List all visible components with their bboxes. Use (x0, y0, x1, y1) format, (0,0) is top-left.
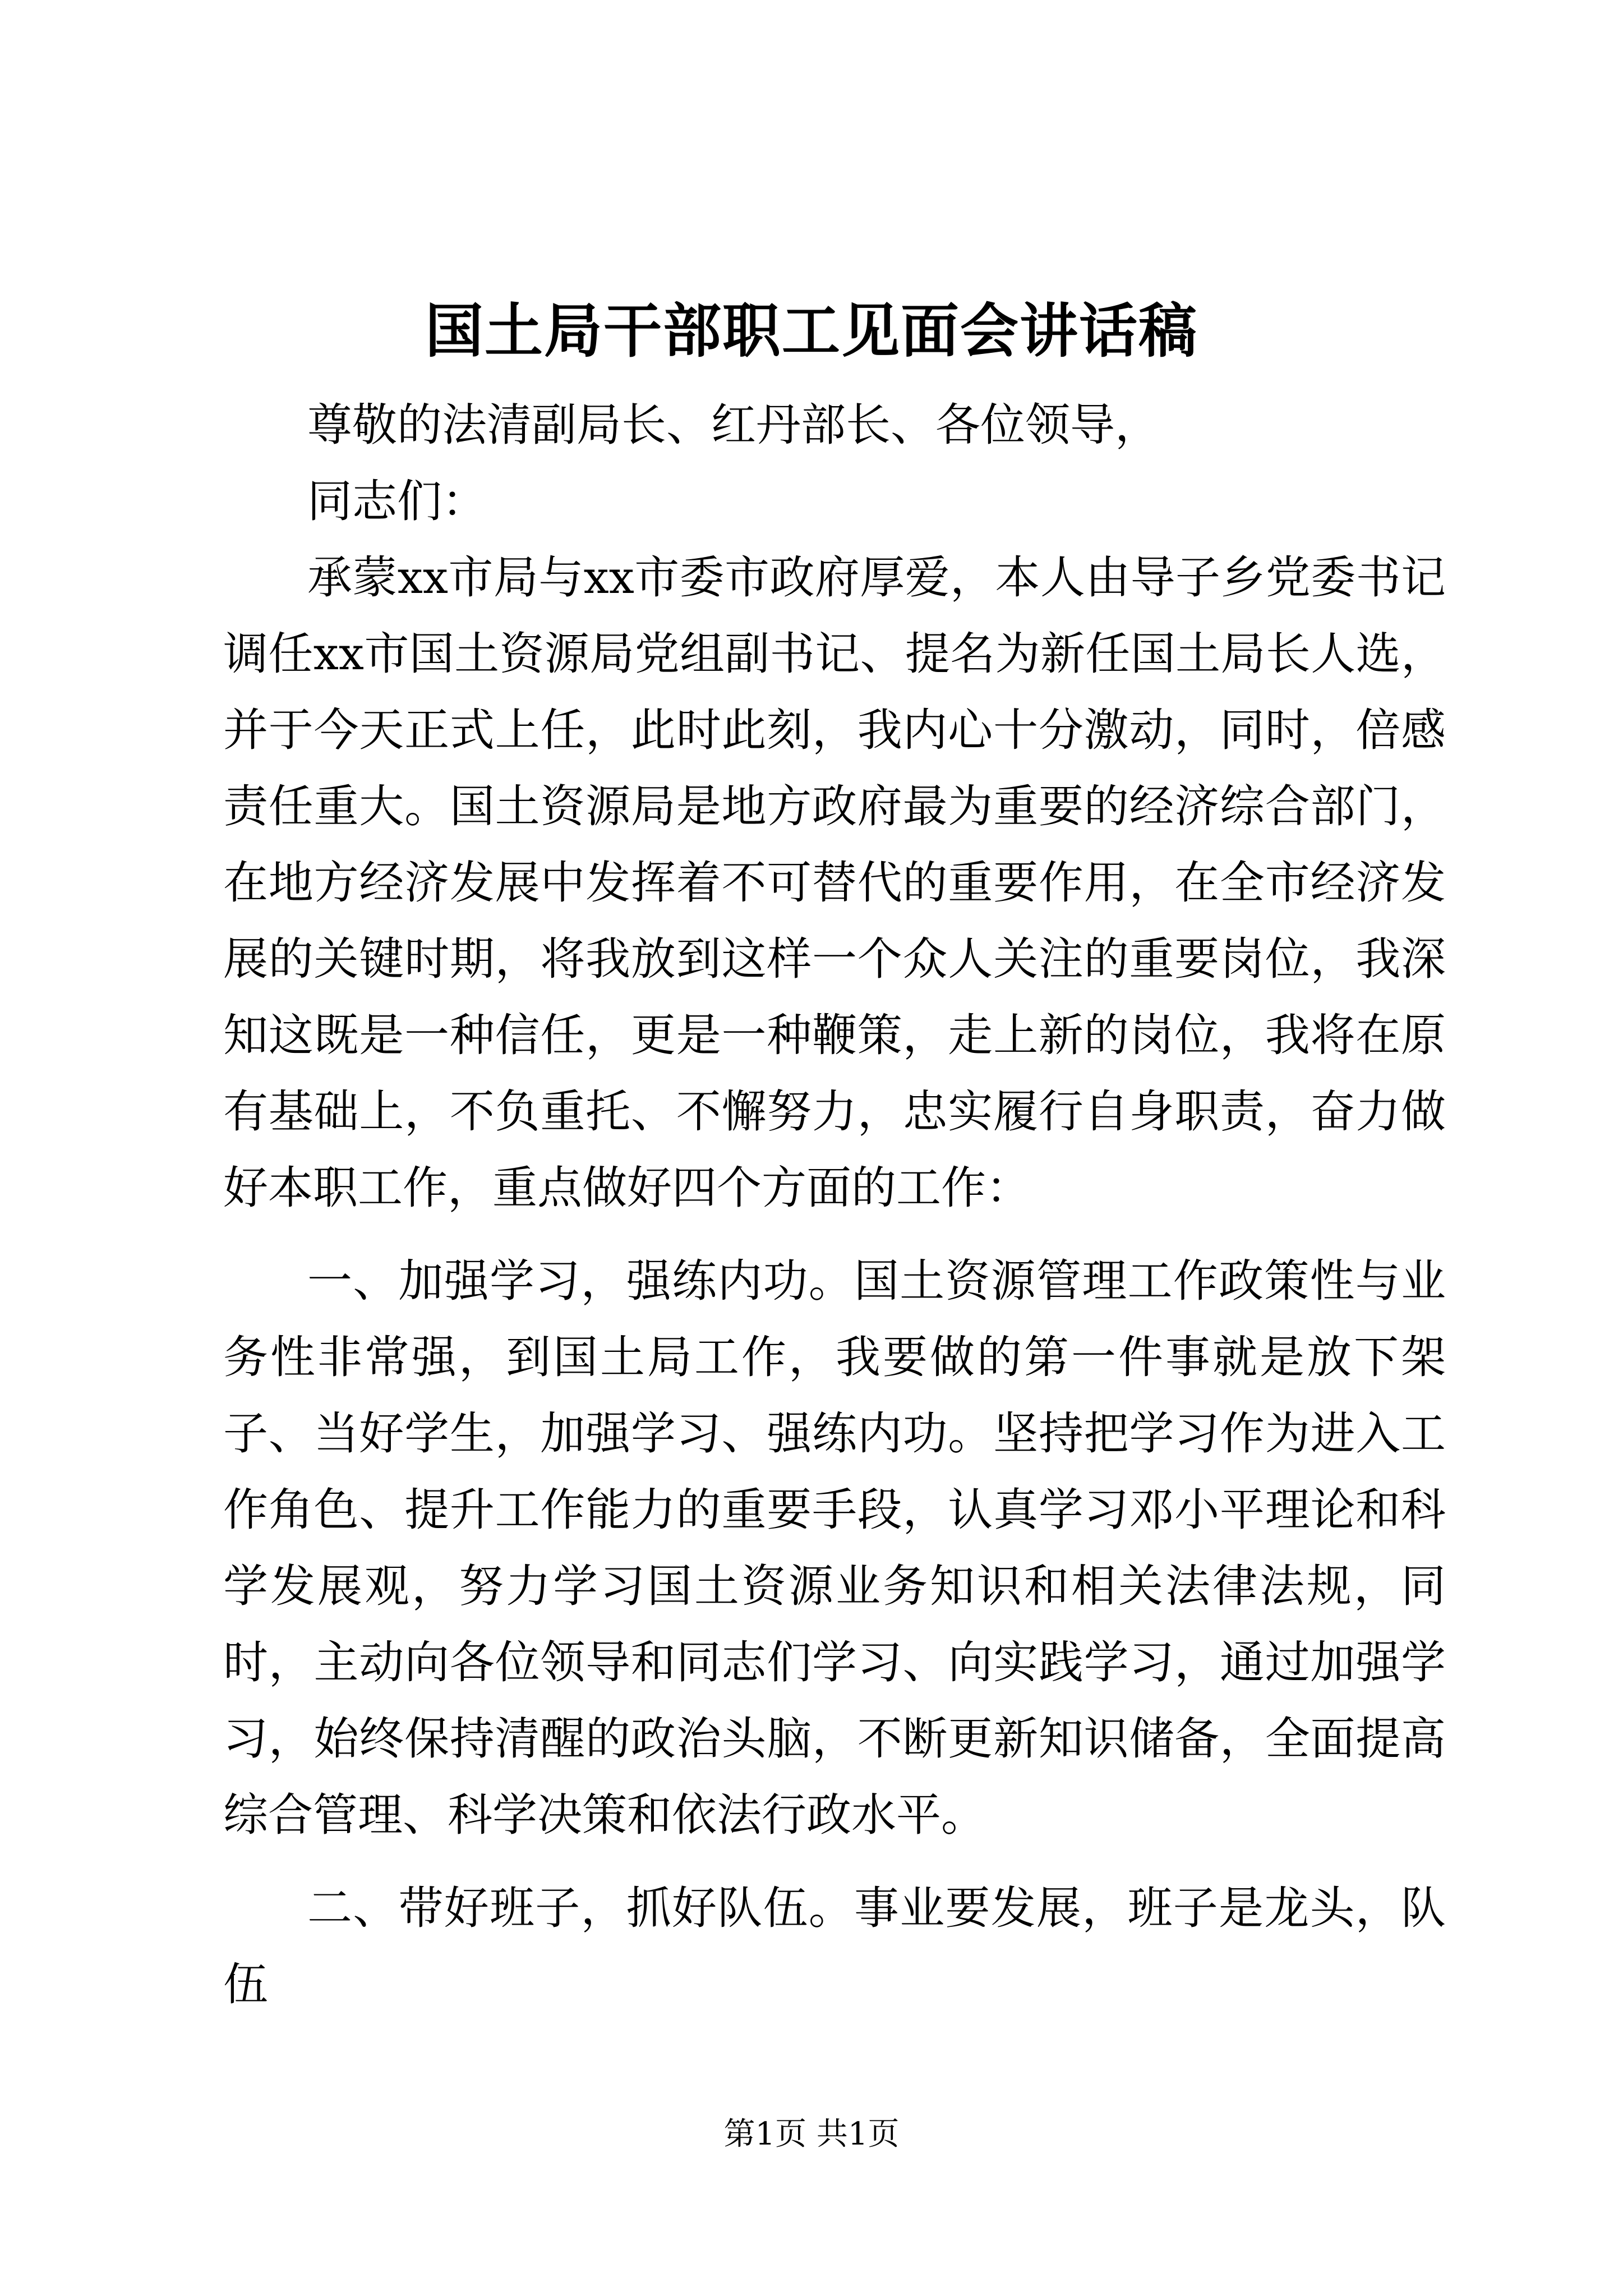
paragraph-intro: 承蒙xx市局与xx市委市政府厚爱，本人由导子乡党委书记调任xx市国土资源局党组副书记、提名为新任国土局长人选，并于今天正式上任，此时此刻，我内心十分激动，同时，倍感责任重大。国土资源局是地方政府最为重要的经济综合部门，在地方经济发展中发挥着不可替代的重要作用，在全市经济发展的关键时期，将我放到这样一个众人关注的重要岗位，我深知这既是一种信任，更是一种鞭策，走上新的岗位，我将在原有基础上，不负重托、不懈努力，忠实履行自身职责，奋力做好本职工作，重点做好四个方面的工作： (223, 551, 1446, 1214)
document-title: 国土局干部职工见面会讲话稿 (425, 296, 1198, 365)
page-number-footer: 第1页 共1页 (723, 2116, 900, 2152)
salutation-line: 尊敬的法清副局长、红丹部长、各位领导， (307, 399, 1160, 451)
paragraph-point-2: 二、带好班子，抓好队伍。事业要发展，班子是龙头，队伍 (223, 1882, 1446, 2010)
document-body (223, 387, 1446, 2023)
paragraph-point-1: 一、加强学习，强练内功。国土资源管理工作政策性与业务性非常强，到国土局工作，我要做的第一件事就是放下架子、当好学生，加强学习、强练内功。坚持把学习作为进入工作角色、提升工作能力的重要手段，认真学习邓小平理论和科学发展观，努力学习国土资源业务知识和相关法律法规，同时，主动向各位领导和同志们学习、向实践学习，通过加强学习，始终保持清醒的政治头脑，不断更新知识储备，全面提高综合管理、科学决策和依法行政水平。 (223, 1255, 1446, 1841)
salutation-comrades: 同志们： (307, 475, 487, 527)
